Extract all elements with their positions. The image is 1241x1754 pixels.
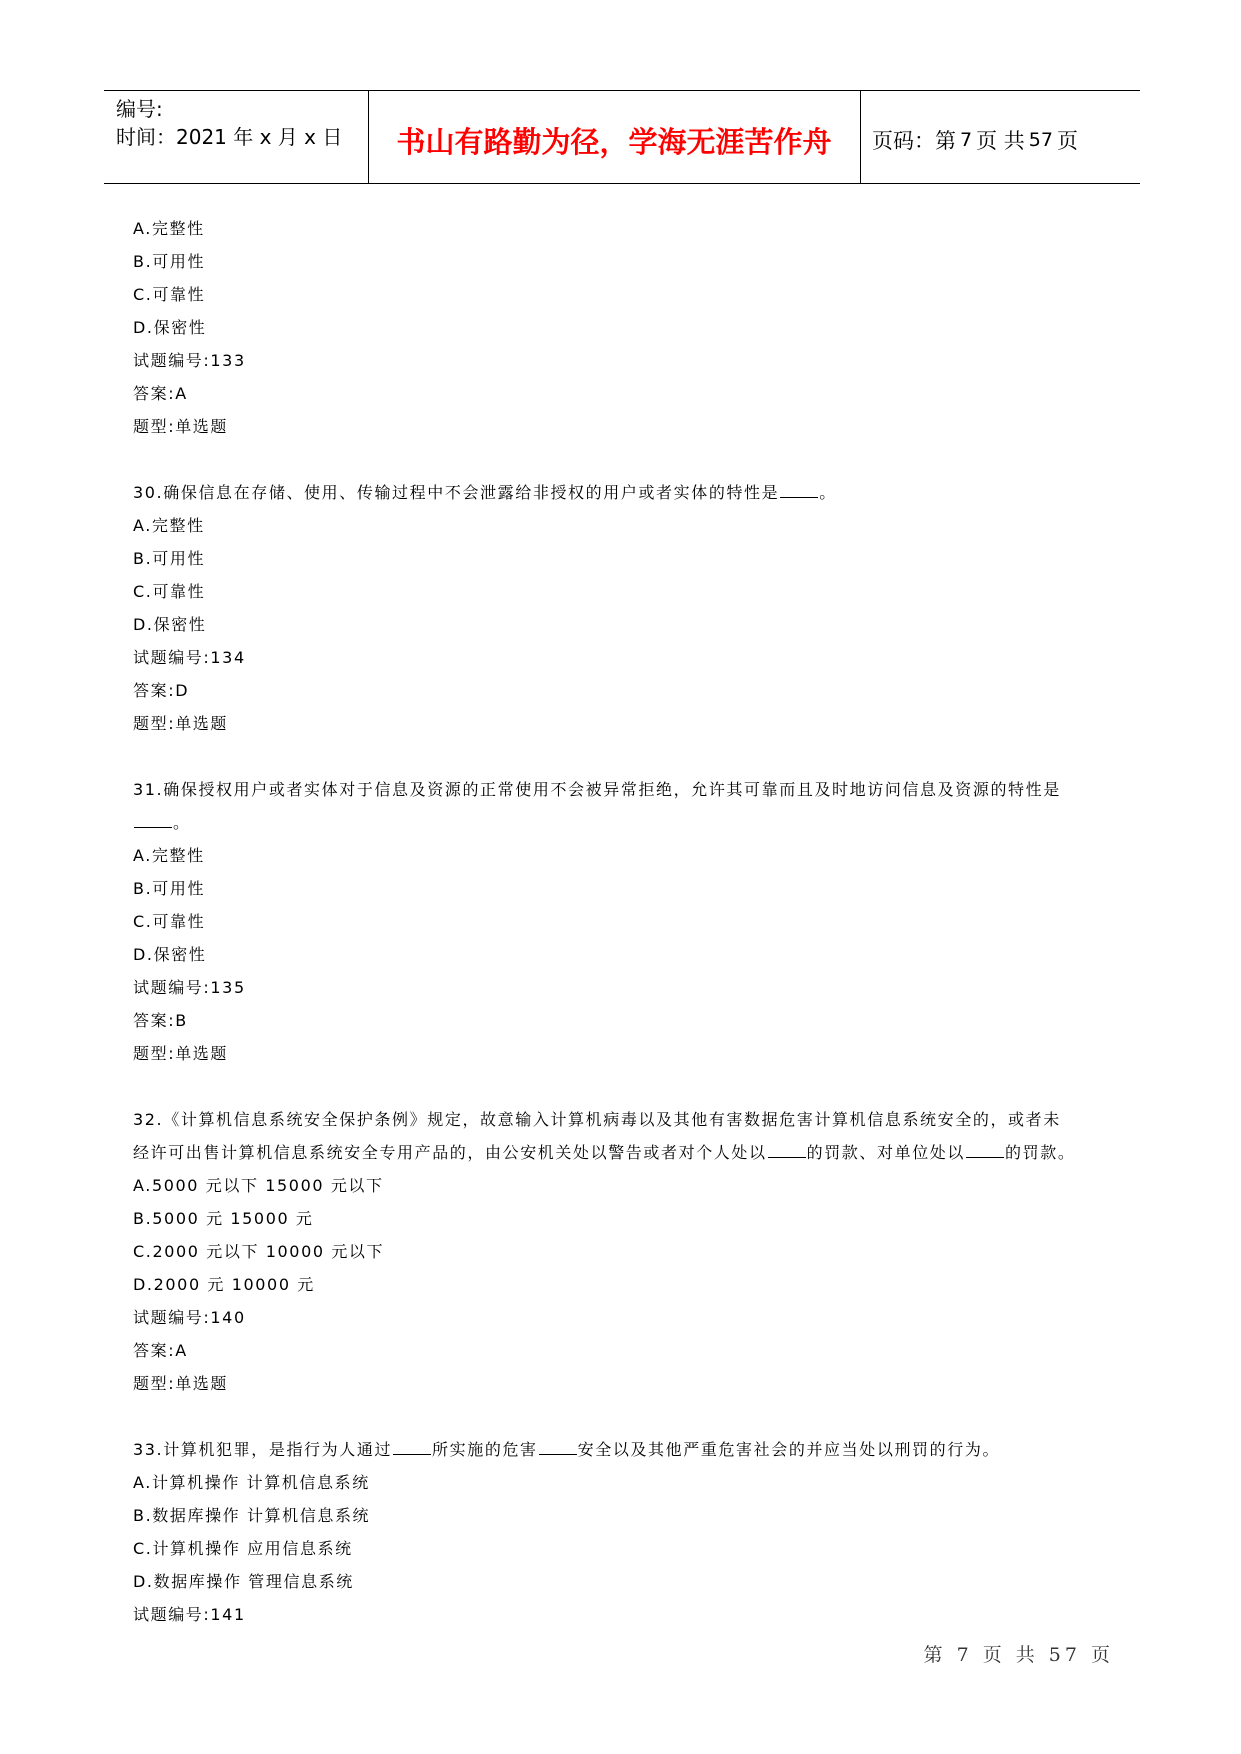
option-line: A.完整性	[133, 516, 205, 535]
answer-line: 答案:A	[133, 1341, 188, 1360]
document-body	[133, 212, 1123, 1631]
option-line: B.可用性	[133, 549, 206, 568]
option-line: C.计算机操作 应用信息系统	[133, 1539, 353, 1558]
option-line: B.可用性	[133, 252, 206, 271]
option-line: D.2000 元 10000 元	[133, 1275, 315, 1294]
spacer	[133, 443, 1123, 476]
spacer	[133, 1070, 1123, 1103]
option-line: C.2000 元以下 10000 元以下	[133, 1242, 385, 1261]
question-text: 的罚款、对单位处以	[806, 1143, 966, 1162]
header-divider	[860, 91, 861, 183]
page-mid: 页 共	[976, 129, 1025, 153]
question-id: 试题编号:134	[133, 648, 246, 667]
answer-blank	[539, 1440, 577, 1455]
spacer	[133, 740, 1123, 773]
answer-blank	[780, 483, 818, 498]
option-line: D.保密性	[133, 945, 207, 964]
header-motto: 书山有路勤为径，学海无涯苦作舟	[396, 124, 832, 159]
question-text: 安全以及其他严重危害社会的并应当处以刑罚的行为。	[577, 1440, 1001, 1459]
type-line: 题型:单选题	[133, 714, 228, 733]
question-31	[133, 773, 1123, 806]
page-header	[104, 90, 1140, 184]
option-line: D.数据库操作 管理信息系统	[133, 1572, 354, 1591]
question-text: 。	[819, 483, 837, 502]
question-30	[133, 476, 1123, 509]
page-number: 7	[960, 129, 973, 151]
question-text: 31.确保授权用户或者实体对于信息及资源的正常使用不会被异常拒绝，允许其可靠而且及时地访问信息及资源的特性是	[133, 780, 1061, 799]
question-text: 经许可出售计算机信息系统安全专用产品的，由公安机关处以警告或者对个人处以	[133, 1143, 767, 1162]
option-line: B.5000 元 15000 元	[133, 1209, 314, 1228]
answer-line: 答案:A	[133, 384, 188, 403]
time-label: 时间：2021 年 x 月 x 日	[116, 125, 343, 149]
answer-line: 答案:D	[133, 681, 190, 700]
header-meta	[116, 95, 342, 151]
question-id: 试题编号:140	[133, 1308, 246, 1327]
question-text: 。	[173, 813, 191, 832]
option-line: D.保密性	[133, 615, 207, 634]
question-text: 30.确保信息在存储、使用、传输过程中不会泄露给非授权的用户或者实体的特性是	[133, 483, 780, 502]
option-line: A.完整性	[133, 846, 205, 865]
question-text: 32.《计算机信息系统安全保护条例》规定，故意输入计算机病毒以及其他有害数据危害计算机信息系统安全的，或者未	[133, 1110, 1061, 1129]
answer-line: 答案:B	[133, 1011, 188, 1030]
question-text: 所实施的危害	[432, 1440, 538, 1459]
type-line: 题型:单选题	[133, 1044, 228, 1063]
option-line: C.可靠性	[133, 912, 206, 931]
option-line: A.5000 元以下 15000 元以下	[133, 1176, 384, 1195]
option-line: A.完整性	[133, 219, 205, 238]
option-line: B.数据库操作 计算机信息系统	[133, 1506, 371, 1525]
question-id: 试题编号:135	[133, 978, 246, 997]
type-line: 题型:单选题	[133, 417, 228, 436]
type-line: 题型:单选题	[133, 1374, 228, 1393]
answer-blank	[134, 813, 172, 828]
question-32-cont	[133, 1136, 1123, 1169]
page-total: 57	[1028, 129, 1053, 151]
question-id: 试题编号:141	[133, 1605, 246, 1624]
option-line: B.可用性	[133, 879, 206, 898]
answer-blank	[966, 1143, 1004, 1158]
option-line: C.可靠性	[133, 285, 206, 304]
question-text: 的罚款。	[1005, 1143, 1076, 1162]
question-33	[133, 1433, 1123, 1466]
question-id: 试题编号:133	[133, 351, 246, 370]
option-line: A.计算机操作 计算机信息系统	[133, 1473, 370, 1492]
spacer	[133, 1400, 1123, 1433]
answer-blank	[393, 1440, 431, 1455]
question-31-cont	[133, 806, 1123, 839]
page-suffix: 页	[1056, 129, 1078, 153]
header-page-info	[872, 91, 1078, 183]
answer-blank	[768, 1143, 806, 1158]
option-line: C.可靠性	[133, 582, 206, 601]
question-32	[133, 1103, 1123, 1136]
page-prefix: 页码：第	[872, 129, 956, 153]
serial-label: 编号:	[116, 97, 163, 121]
question-text: 33.计算机犯罪，是指行为人通过	[133, 1440, 393, 1459]
option-line: D.保密性	[133, 318, 207, 337]
page-footer: 第 7 页 共 57 页	[923, 1644, 1114, 1666]
